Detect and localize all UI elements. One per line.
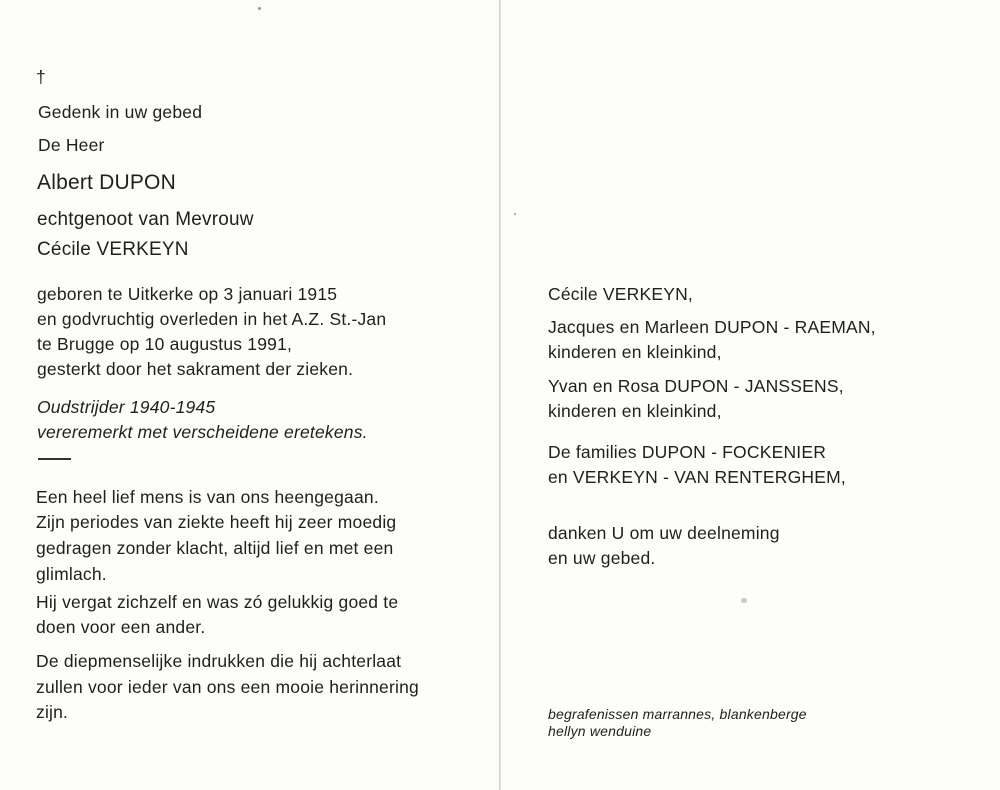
deceased-name: Albert DUPON [37, 171, 176, 194]
prayer-line: Gedenk in uw gebed [38, 102, 203, 122]
left-card-page [0, 0, 499, 790]
title-line: De Heer [38, 135, 105, 155]
family-line: kinderen en kleinkind, [548, 342, 722, 362]
text-line: zullen voor ieder van ons een mooie herinnering [36, 677, 419, 697]
text-line: Zijn periodes van ziekte heeft hij zeer moedig [36, 512, 397, 532]
text-line: De diepmenselijke indrukken die hij achterlaat [36, 651, 402, 671]
text-line: Hij vergat zichzelf en was zó gelukkig goed te [36, 592, 399, 612]
printer-line: hellyn wenduine [548, 723, 652, 739]
spouse-line-1: echtgenoot van Mevrouw [37, 209, 254, 230]
veteran-line: Oudstrijder 1940-1945 [37, 397, 216, 417]
separator-dash [38, 458, 71, 460]
paper-speck [741, 598, 747, 603]
bio-line: geboren te Uitkerke op 3 januari 1915 [37, 284, 338, 304]
thanks-line: danken U om uw deelneming [548, 523, 780, 543]
text-line: gedragen zonder klacht, altijd lief en met een [36, 538, 394, 558]
family-line: Cécile VERKEYN, [548, 284, 693, 304]
paper-speck [514, 213, 516, 215]
bio-line: te Brugge op 10 augustus 1991, [37, 334, 293, 354]
paper-speck [258, 7, 261, 10]
family-line: Jacques en Marleen DUPON - RAEMAN, [548, 317, 876, 337]
family-line: en VERKEYN - VAN RENTERGHEM, [548, 467, 846, 487]
text-line: zijn. [36, 702, 69, 722]
spouse-line-2: Cécile VERKEYN [37, 239, 189, 260]
right-card-page [501, 0, 1000, 790]
cross-symbol: † [36, 67, 46, 87]
text-line: Een heel lief mens is van ons heengegaan. [36, 487, 379, 507]
bio-line: en godvruchtig overleden in het A.Z. St.-Jan [37, 309, 387, 329]
thanks-line: en uw gebed. [548, 548, 656, 568]
family-line: De families DUPON - FOCKENIER [548, 442, 827, 462]
printer-line: begrafenissen marrannes, blankenberge [548, 706, 807, 722]
text-line: doen voor een ander. [36, 617, 206, 637]
family-line: kinderen en kleinkind, [548, 401, 722, 421]
family-line: Yvan en Rosa DUPON - JANSSENS, [548, 376, 844, 396]
bio-line: gesterkt door het sakrament der zieken. [37, 359, 354, 379]
veteran-line: vereremerkt met verscheidene eretekens. [37, 422, 368, 442]
text-line: glimlach. [36, 564, 107, 584]
